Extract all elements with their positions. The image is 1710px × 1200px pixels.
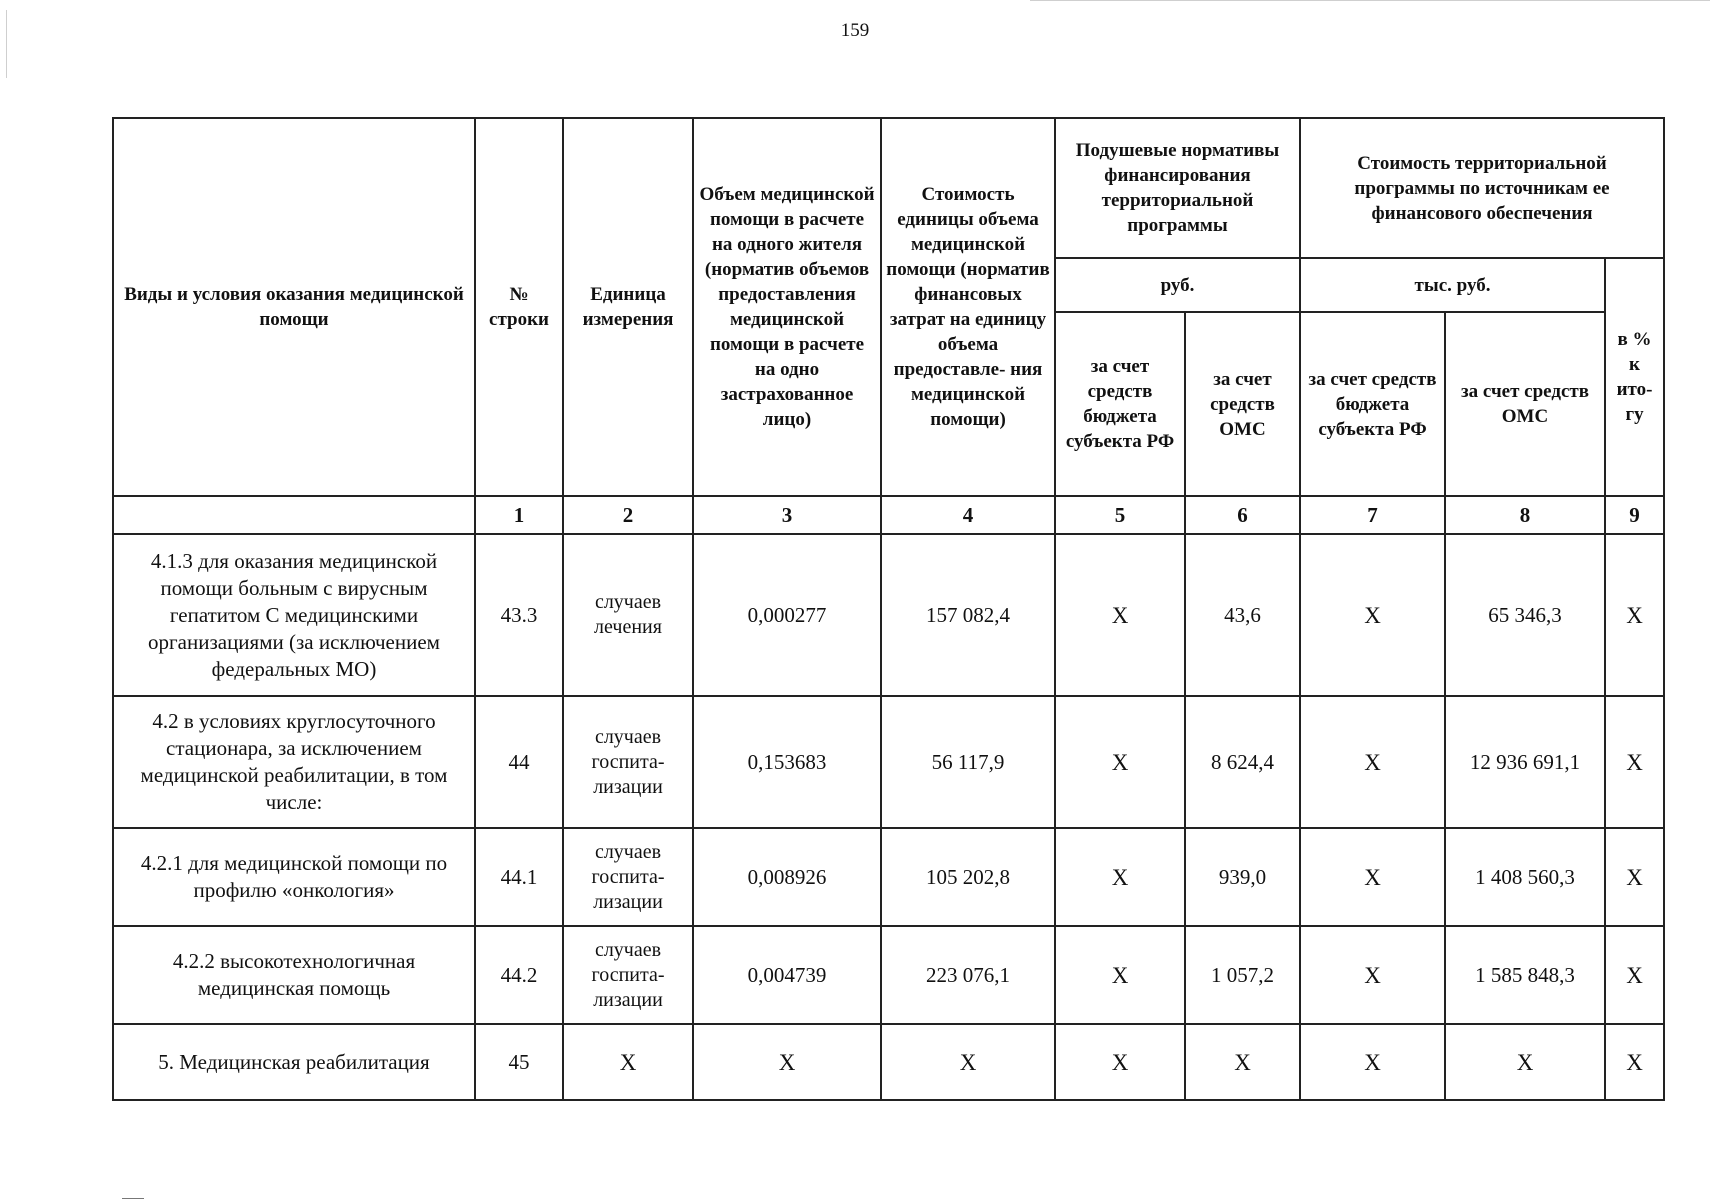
row-number: 44 [475,696,563,828]
column-number: 9 [1605,496,1664,534]
row-budget-7: Х [1300,534,1445,696]
column-number: 5 [1055,496,1185,534]
row-unit: случаев госпита- лизации [563,828,693,926]
row-oms-6: 1 057,2 [1185,926,1300,1024]
header-oms-6: за счет средств ОМС [1185,312,1300,496]
row-kind: 4.2 в условиях круглосуточного стационара, за исключением медицинской реабилитации, в том числе: [113,696,475,828]
row-number: 44.1 [475,828,563,926]
header-row-number: № строки [475,118,563,496]
row-cost: 157 082,4 [881,534,1055,696]
row-percent: Х [1605,1024,1664,1100]
table-row [113,828,1664,926]
header-group-percapita: Подушевые нормативы финансирования территориальной программы [1055,118,1300,258]
row-budget-7: Х [1300,828,1445,926]
table-row [113,926,1664,1024]
column-number: 4 [881,496,1055,534]
header-volume: Объем медицинской помощи в расчете на одного жителя (норматив объемов предоставления медицинской помощи в расчете на одно застрахованное лицо) [693,118,881,496]
column-number: 1 [475,496,563,534]
header-sub-thousand-rub: тыс. руб. [1300,258,1605,312]
column-number-row [113,496,1664,534]
row-percent: Х [1605,534,1664,696]
column-number: 2 [563,496,693,534]
row-unit: Х [563,1024,693,1100]
bottom-rule [122,1198,144,1199]
table-row [113,696,1664,828]
row-budget-5: Х [1055,534,1185,696]
row-oms-8: 12 936 691,1 [1445,696,1605,828]
row-budget-7: Х [1300,696,1445,828]
row-kind: 4.2.2 высокотехнологичная медицинская помощь [113,926,475,1024]
row-number: 43.3 [475,534,563,696]
row-volume: 0,000277 [693,534,881,696]
header-budget-7: за счет средств бюджета субъекта РФ [1300,312,1445,496]
row-kind: 5. Медицинская реабилитация [113,1024,475,1100]
row-volume: Х [693,1024,881,1100]
row-oms-6: 8 624,4 [1185,696,1300,828]
row-oms-6: Х [1185,1024,1300,1100]
row-cost: 105 202,8 [881,828,1055,926]
column-number: 7 [1300,496,1445,534]
financing-table [112,117,1665,1101]
header-oms-8: за счет средств ОМС [1445,312,1605,496]
row-budget-5: Х [1055,696,1185,828]
row-number: 45 [475,1024,563,1100]
header-budget-5: за счет средств бюджета субъекта РФ [1055,312,1185,496]
row-volume: 0,153683 [693,696,881,828]
row-kind: 4.2.1 для медицинской помощи по профилю «онкология» [113,828,475,926]
row-unit: случаев госпита- лизации [563,696,693,828]
row-cost: Х [881,1024,1055,1100]
row-number: 44.2 [475,926,563,1024]
column-number: 8 [1445,496,1605,534]
row-budget-7: Х [1300,926,1445,1024]
table-row [113,1024,1664,1100]
row-volume: 0,004739 [693,926,881,1024]
header-cost: Стоимость единицы объема медицинской помощи (норматив финансовых затрат на единицу объема предоставле- ния медицинской помощи) [881,118,1055,496]
row-oms-6: 43,6 [1185,534,1300,696]
header-sub-rub: руб. [1055,258,1300,312]
header-percent: в % к ито- гу [1605,258,1664,496]
row-oms-8: 1 585 848,3 [1445,926,1605,1024]
row-percent: Х [1605,828,1664,926]
header-group-cost: Стоимость территориальной программы по источникам ее финансового обеспечения [1300,118,1664,258]
row-unit: случаев лечения [563,534,693,696]
top-rule [1030,0,1710,1]
row-cost: 223 076,1 [881,926,1055,1024]
row-oms-8: 1 408 560,3 [1445,828,1605,926]
row-oms-6: 939,0 [1185,828,1300,926]
column-number: 6 [1185,496,1300,534]
column-number: 3 [693,496,881,534]
header-kind: Виды и условия оказания медицинской помощи [113,118,475,496]
table-row [113,534,1664,696]
row-oms-8: 65 346,3 [1445,534,1605,696]
column-number [113,496,475,534]
row-percent: Х [1605,696,1664,828]
row-budget-5: Х [1055,828,1185,926]
row-percent: Х [1605,926,1664,1024]
row-budget-5: Х [1055,1024,1185,1100]
row-budget-7: Х [1300,1024,1445,1100]
header-unit: Единица измерения [563,118,693,496]
row-unit: случаев госпита- лизации [563,926,693,1024]
row-budget-5: Х [1055,926,1185,1024]
row-oms-8: Х [1445,1024,1605,1100]
row-cost: 56 117,9 [881,696,1055,828]
row-volume: 0,008926 [693,828,881,926]
page-number: 159 [840,20,870,41]
row-kind: 4.1.3 для оказания медицинской помощи больным с вирусным гепатитом С медицинскими организациями (за исключением федеральных МО) [113,534,475,696]
